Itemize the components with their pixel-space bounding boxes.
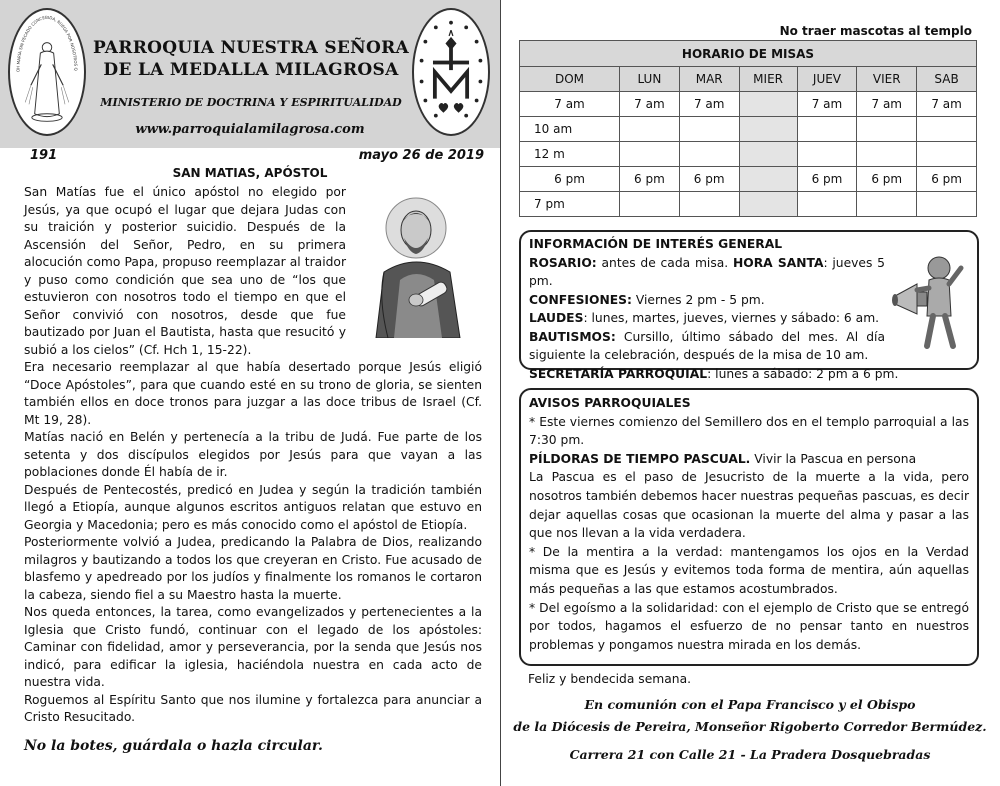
article-paragraph: Roguemos al Espíritu Santo que nos ilumine y fortalezca para anunciar a Cristo Resucitado. [24, 692, 482, 724]
schedule-cell [917, 142, 977, 167]
schedule-cell [620, 142, 680, 167]
bautismos-text: Cursillo, último sábado del mes. Al día siguiente la celebración, después de la misa de 10 am. [529, 329, 885, 362]
laudes-text: : lunes, martes, jueves, viernes y sábado: 6 am. [583, 311, 880, 325]
confesiones-label: CONFESIONES: [529, 292, 632, 307]
schedule-cell [797, 142, 857, 167]
schedule-cell: 7 am [917, 92, 977, 117]
table-row [520, 142, 977, 167]
rosario-label: ROSARIO: [529, 255, 597, 270]
parish-title-line1: PARROQUIA NUESTRA SEÑORA [92, 38, 410, 58]
article-body [24, 184, 482, 727]
day-header: LUN [620, 67, 680, 92]
communion-line-2: de la Diócesis de Pereira, Monseñor Rigoberto Corredor Bermúdez. [513, 719, 987, 734]
pildoras-heading [529, 450, 969, 469]
circulate-note: No la botes, guárdala o hazla circular. [24, 738, 323, 754]
parish-notices-box [519, 388, 979, 666]
pascua-text: La Pascua es el paso de Jesucristo de la muerte a la vida, pero nosotros también debemos hacer nuestras pequeñas pascuas, es decir dejar aquellas cosas que ocasionan la muerte del alma y pasar a las que nos llevan a la vida verdadera. [529, 470, 969, 541]
schedule-cell [739, 192, 797, 217]
schedule-cell: 7 am [857, 92, 917, 117]
svg-text:OH MARÍA SIN PECADO CONCEBIDA,: OH MARÍA SIN PECADO CONCEBIDA, RUEGA POR NOSOTROS Q [15, 14, 79, 73]
avisos-title: AVISOS PARROQUIALES [529, 396, 691, 410]
article-paragraph: Después de Pentecostés, predicó en Judea y según la tradición también llegó a Etiopía, aunque algunos escritos antiguos relatan que estuvo en Georgia y Macedonia; pero es más conocido como el apóstol de Etiopía. [24, 482, 482, 532]
schedule-cell [679, 192, 739, 217]
hora-santa-text: : jueves 5 pm. [529, 255, 886, 288]
notice-item: * De la mentira a la verdad: mantengamos los ojos en la Verdad misma que es Jesús y evitemos toda forma de mentira, aún aquellas más pequeñas a las que estamos acostumbrados. [529, 544, 969, 596]
rosario-text: antes de cada misa. [596, 255, 733, 270]
ministry-name: MINISTERIO DE DOCTRINA Y ESPIRITUALIDAD [100, 96, 402, 109]
schedule-cell [739, 117, 797, 142]
schedule-cell [797, 192, 857, 217]
communion-line-1: En comunión con el Papa Francisco y el Obispo [584, 697, 916, 712]
schedule-cell: 7 pm [520, 192, 620, 217]
article-paragraph: Nos queda entonces, la tarea, como evangelizados y pertenecientes a la Iglesia que Cristo fundó, continuar con el legado de los apóstoles: Caminar con fidelidad, amor y perseverancia, por la senda que Jesús nos indicó, para edificar la iglesia, haciéndola nuestra en cada acto de nuestra vida. [24, 605, 482, 689]
article-paragraph: Posteriormente volvió a Judea, predicando la Palabra de Dios, realizando milagros y bautizando a todos los que creyeran en Cristo. Fue acusado de blasfemo y apedreado por los judíos y finalmente los romanos le cortaron la cabeza, siendo fiel a su Maestro hasta la muerte. [24, 535, 482, 602]
schedule-cell: 6 pm [917, 167, 977, 192]
schedule-cell: 6 pm [679, 167, 739, 192]
day-header: VIER [857, 67, 917, 92]
schedule-cell: 10 am [520, 117, 620, 142]
pildoras-label: PÍLDORAS DE TIEMPO PASCUAL. [529, 451, 751, 466]
table-row [520, 192, 977, 217]
schedule-cell: 12 m [520, 142, 620, 167]
bautismos-label: BAUTISMOS: [529, 329, 616, 344]
notice-item: * Este viernes comienzo del Semillero dos en el templo parroquial a las 7:30 pm. [529, 414, 969, 448]
schedule-cell [857, 117, 917, 142]
table-row [520, 167, 977, 192]
day-header: DOM [520, 67, 620, 92]
info-box-title: INFORMACIÓN DE INTERÉS GENERAL [529, 237, 783, 251]
schedule-cell [917, 192, 977, 217]
schedule-cell: 6 pm [857, 167, 917, 192]
info-secretaria [529, 365, 969, 384]
table-row [520, 92, 977, 117]
schedule-cell: 6 pm [520, 167, 620, 192]
secretaria-text: : lunes a sábado: 2 pm a 6 pm. [707, 366, 899, 381]
laudes-label: LAUDES [529, 311, 584, 325]
megaphone-figure-icon [891, 254, 969, 350]
day-header: MIER [739, 67, 797, 92]
day-header: SAB [917, 67, 977, 92]
schedule-cell [739, 142, 797, 167]
virgin-mary-medal-icon [8, 8, 86, 136]
schedule-cell: 6 pm [620, 167, 680, 192]
day-header: MAR [679, 67, 739, 92]
schedule-cell [620, 117, 680, 142]
schedule-cell: 7 am [620, 92, 680, 117]
schedule-title: HORARIO DE MISAS [520, 41, 977, 67]
schedule-cell [857, 192, 917, 217]
article-paragraph: San Matías fue el único apóstol no elegido por Jesús, ya que ocupó el lugar que dejara Judas con su traición y posterior suicidio. Después de la Ascensión del Señor, Pedro, en su primera alocución como Papa, propuso reemplazar al traidor y puso como condición que sea uno de “los que estuvieron con nosotros todo el tiempo en que el Señor convivió con nosotros, desde que fue bautizado por Juan el Bautista, hasta que resucitó y subió a los cielos” (Cf. Hch 1, 15-22). [24, 185, 346, 357]
page-fold-line [500, 0, 501, 786]
schedule-cell: 7 am [520, 92, 620, 117]
farewell-text: Feliz y bendecida semana. [528, 672, 692, 686]
schedule-cell: 6 pm [797, 167, 857, 192]
notice-item: * Del egoísmo a la solidaridad: con el ejemplo de Cristo que se entregó por todos, hagamos el esfuerzo de no pensar tanto en nuestros problemas y pongamos nuestra mirada en los demás. [529, 600, 969, 652]
schedule-cell: 7 am [679, 92, 739, 117]
issue-number: 191 [30, 148, 58, 163]
parish-address: Carrera 21 con Calle 21 - La Pradera Dosquebradas [569, 747, 931, 762]
schedule-cell [797, 117, 857, 142]
secretaria-label: SECRETARÍA PARROQUIAL [529, 366, 708, 381]
schedule-cell [679, 117, 739, 142]
miraculous-medal-reverse-icon [412, 8, 490, 136]
issue-date: mayo 26 de 2019 [358, 148, 484, 163]
schedule-cell [739, 167, 797, 192]
schedule-cell [917, 117, 977, 142]
article-paragraph: Era necesario reemplazar al que había desertado porque Jesús eligió “Doce Apóstoles”, para que cuando esté en su trono de gloria, se sienten también ellos en doce tronos para juzgar a las doce tribus de Israel (Cf. Mt 19, 28). [24, 360, 482, 427]
schedule-cell [679, 142, 739, 167]
confesiones-text: Viernes 2 pm - 5 pm. [631, 292, 765, 307]
article-paragraph: Matías nació en Belén y pertenecía a la tribu de Judá. Fue parte de los setenta y dos discípulos elegidos por Jesús para que vayan a las poblaciones donde Él había de ir. [24, 430, 482, 479]
mass-schedule-table [519, 40, 977, 217]
article-title: SAN MATIAS, APÓSTOL [172, 166, 328, 180]
pildoras-text: Vivir la Pascua en persona [750, 451, 917, 466]
no-pets-notice: No traer mascotas al templo [779, 24, 972, 38]
table-row [520, 117, 977, 142]
schedule-cell [620, 192, 680, 217]
hora-santa-label: HORA SANTA [732, 255, 824, 270]
parish-title-line2: DE LA MEDALLA MILAGROSA [103, 60, 399, 80]
day-header: JUEV [797, 67, 857, 92]
schedule-cell: 7 am [797, 92, 857, 117]
website-link[interactable]: www.parroquialamilagrosa.com [135, 122, 365, 137]
schedule-cell [739, 92, 797, 117]
general-info-box [519, 230, 979, 381]
schedule-cell [857, 142, 917, 167]
saint-matthias-icon [354, 188, 482, 338]
